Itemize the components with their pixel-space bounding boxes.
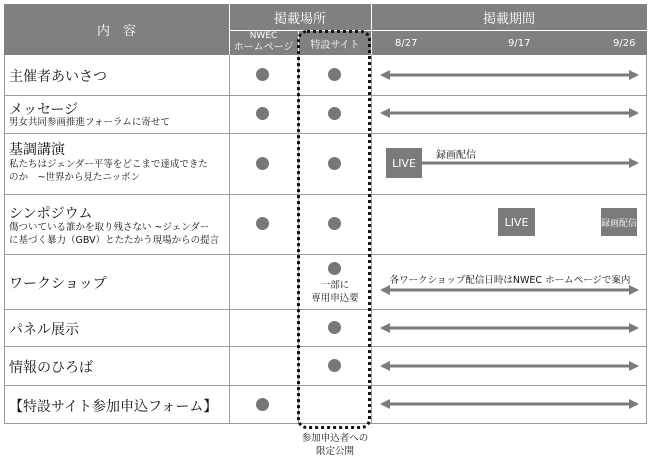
footnote-line2: 限定公開 <box>315 446 354 457</box>
row-title-application-form: 【特設サイト参加申込フォーム】 <box>9 399 218 415</box>
row-title-greeting: 主催者あいさつ <box>9 69 107 85</box>
header-special-site: 特設サイト <box>310 39 360 51</box>
row-title-info-plaza: 情報のひろば <box>9 360 93 376</box>
date-start: 8/27 <box>395 38 418 49</box>
recorded-label-keynote: 録画配信 <box>436 150 476 161</box>
date-mid: 9/17 <box>508 38 531 49</box>
date-end: 9/26 <box>613 38 636 49</box>
header-nwec-line1: NWEC <box>249 31 278 41</box>
row-title-symposium: シンポジウム <box>9 206 93 222</box>
header-period: 掲載期間 <box>482 11 535 27</box>
live-badge-symposium: LIVE <box>498 208 535 236</box>
row-title-panel: パネル展示 <box>9 322 79 338</box>
header-location: 掲載場所 <box>273 11 326 27</box>
row-subtitle-symposium-1: 傷ついている誰かを取り残さない ~ジェンダー <box>9 222 210 233</box>
header-nwec-line2: ホームページ <box>233 42 294 53</box>
row-title-message: メッセージ <box>9 102 79 118</box>
footnote-line1: 参加申込者への <box>301 433 369 444</box>
live-badge-keynote: LIVE <box>386 148 422 178</box>
row-subtitle-message: 男女共同参画推進フォーラムに寄せて <box>9 117 170 128</box>
workshop-note-2: 専用申込要 <box>311 293 359 304</box>
header-content: 内 容 <box>96 24 136 39</box>
workshop-period-note: 各ワークショップ配信日時はNWEC ホームページで案内 <box>389 275 631 286</box>
row-subtitle-symposium-2: に基づく暴力（GBV）とたたかう現場からの提言 <box>9 235 220 246</box>
row-title-keynote: 基調講演 <box>9 142 65 158</box>
row-subtitle-keynote-2: のか ~世界から見たニッポン <box>9 172 141 183</box>
recorded-badge-symposium: 録画配信 <box>601 208 637 236</box>
workshop-note-1: 一部に <box>320 280 350 291</box>
row-title-workshop: ワークショップ <box>9 276 107 292</box>
row-subtitle-keynote-1: 私たちはジェンダー平等をどこまで達成できた <box>9 159 208 170</box>
